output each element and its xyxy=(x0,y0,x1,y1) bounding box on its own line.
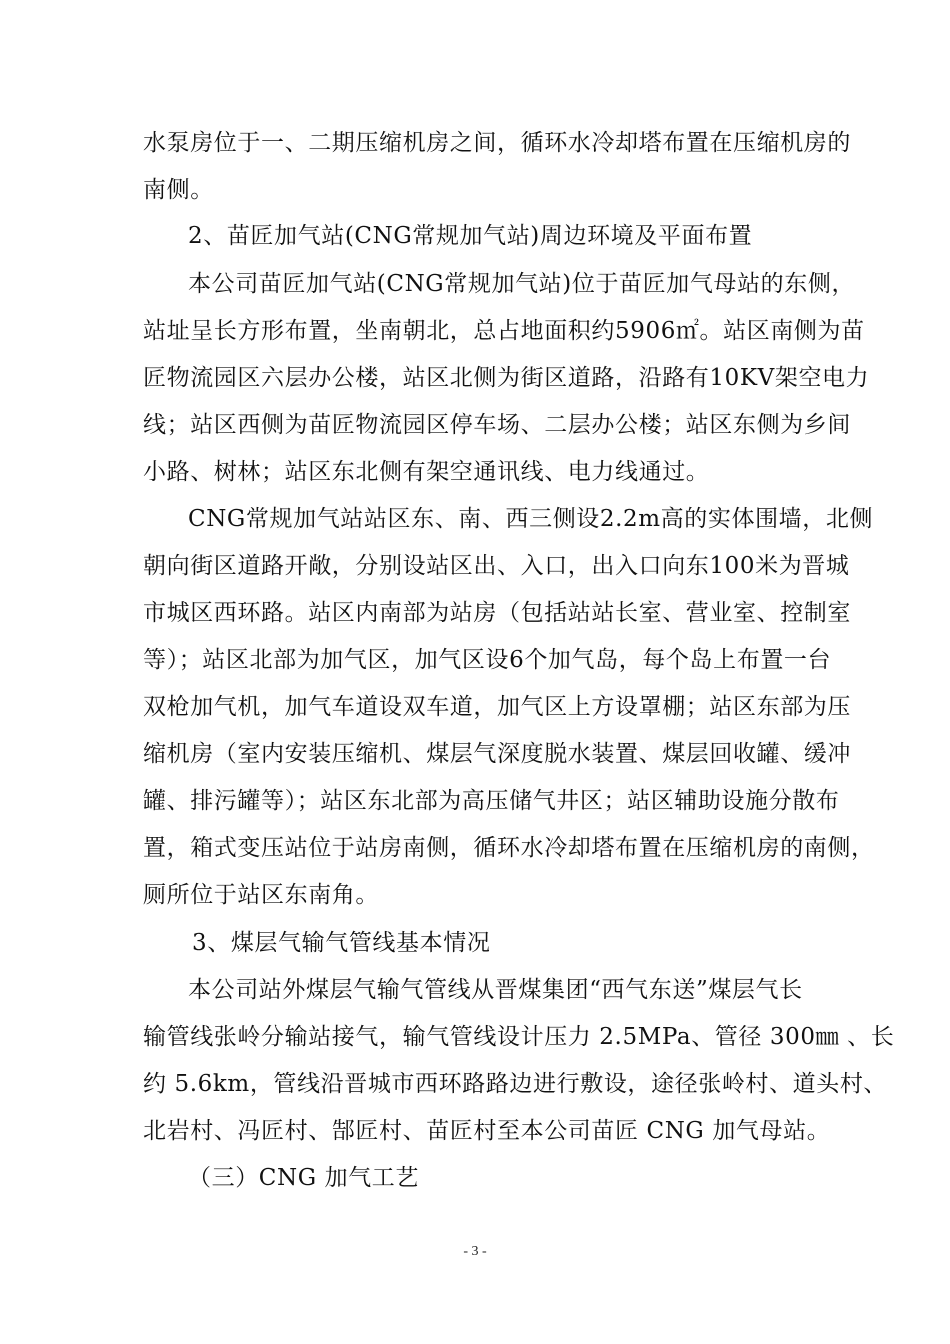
text-line: 本公司苗匠加气站(CNG常规加气站)位于苗匠加气母站的东侧， xyxy=(188,271,856,297)
text-line: 本公司站外煤层气输气管线从晋煤集团“西气东送”煤层气长 xyxy=(188,977,803,1003)
text-line: 匠物流园区六层办公楼，站区北侧为街区道路，沿路有10KV架空电力 xyxy=(143,365,870,391)
text-line: CNG常规加气站站区东、南、西三侧设2.2m高的实体围墙，北侧 xyxy=(188,506,874,532)
text-line: 南侧。 xyxy=(143,177,214,203)
text-line: 市城区西环路。站区内南部为站房（包括站站长室、营业室、控制室 xyxy=(143,600,851,626)
text-line: 等）；站区北部为加气区，加气区设6个加气岛，每个岛上布置一台 xyxy=(143,647,832,673)
section-heading: 2、苗匠加气站(CNG常规加气站)周边环境及平面布置 xyxy=(188,223,753,249)
page-number: - 3 - xyxy=(463,1244,487,1259)
text-line: 站址呈长方形布置，坐南朝北，总占地面积约5906㎡。站区南侧为苗 xyxy=(143,318,865,344)
text-line: 厕所位于站区东南角。 xyxy=(143,882,379,908)
text-line: 朝向街区道路开敞，分别设站区出、入口，出入口向东100米为晋城 xyxy=(143,553,850,579)
text-line: 北岩村、冯匠村、郜匠村、苗匠村至本公司苗匠 CNG 加气母站。 xyxy=(143,1118,831,1144)
section-heading: （三）CNG 加气工艺 xyxy=(188,1165,420,1191)
text-line: 线；站区西侧为苗匠物流园区停车场、二层办公楼；站区东侧为乡间 xyxy=(143,412,851,438)
text-line: 缩机房（室内安装压缩机、煤层气深度脱水装置、煤层回收罐、缓冲 xyxy=(143,741,851,767)
section-heading: 3、煤层气输气管线基本情况 xyxy=(192,930,491,956)
text-line: 输管线张岭分输站接气，输气管线设计压力 2.5MPa、管径 300㎜ 、长 xyxy=(143,1024,895,1050)
text-line: 水泵房位于一、二期压缩机房之间，循环水冷却塔布置在压缩机房的 xyxy=(143,130,851,156)
text-line: 罐、排污罐等）；站区东北部为高压储气井区；站区辅助设施分散布 xyxy=(143,788,840,814)
text-line: 双枪加气机，加气车道设双车道，加气区上方设罩棚；站区东部为压 xyxy=(143,694,851,720)
text-line: 置，箱式变压站位于站房南侧，循环水冷却塔布置在压缩机房的南侧， xyxy=(143,835,875,861)
text-line: 约 5.6km，管线沿晋城市西环路路边进行敷设，途径张岭村、道头村、 xyxy=(143,1071,888,1097)
text-line: 小路、树林；站区东北侧有架空通讯线、电力线通过。 xyxy=(143,459,710,485)
